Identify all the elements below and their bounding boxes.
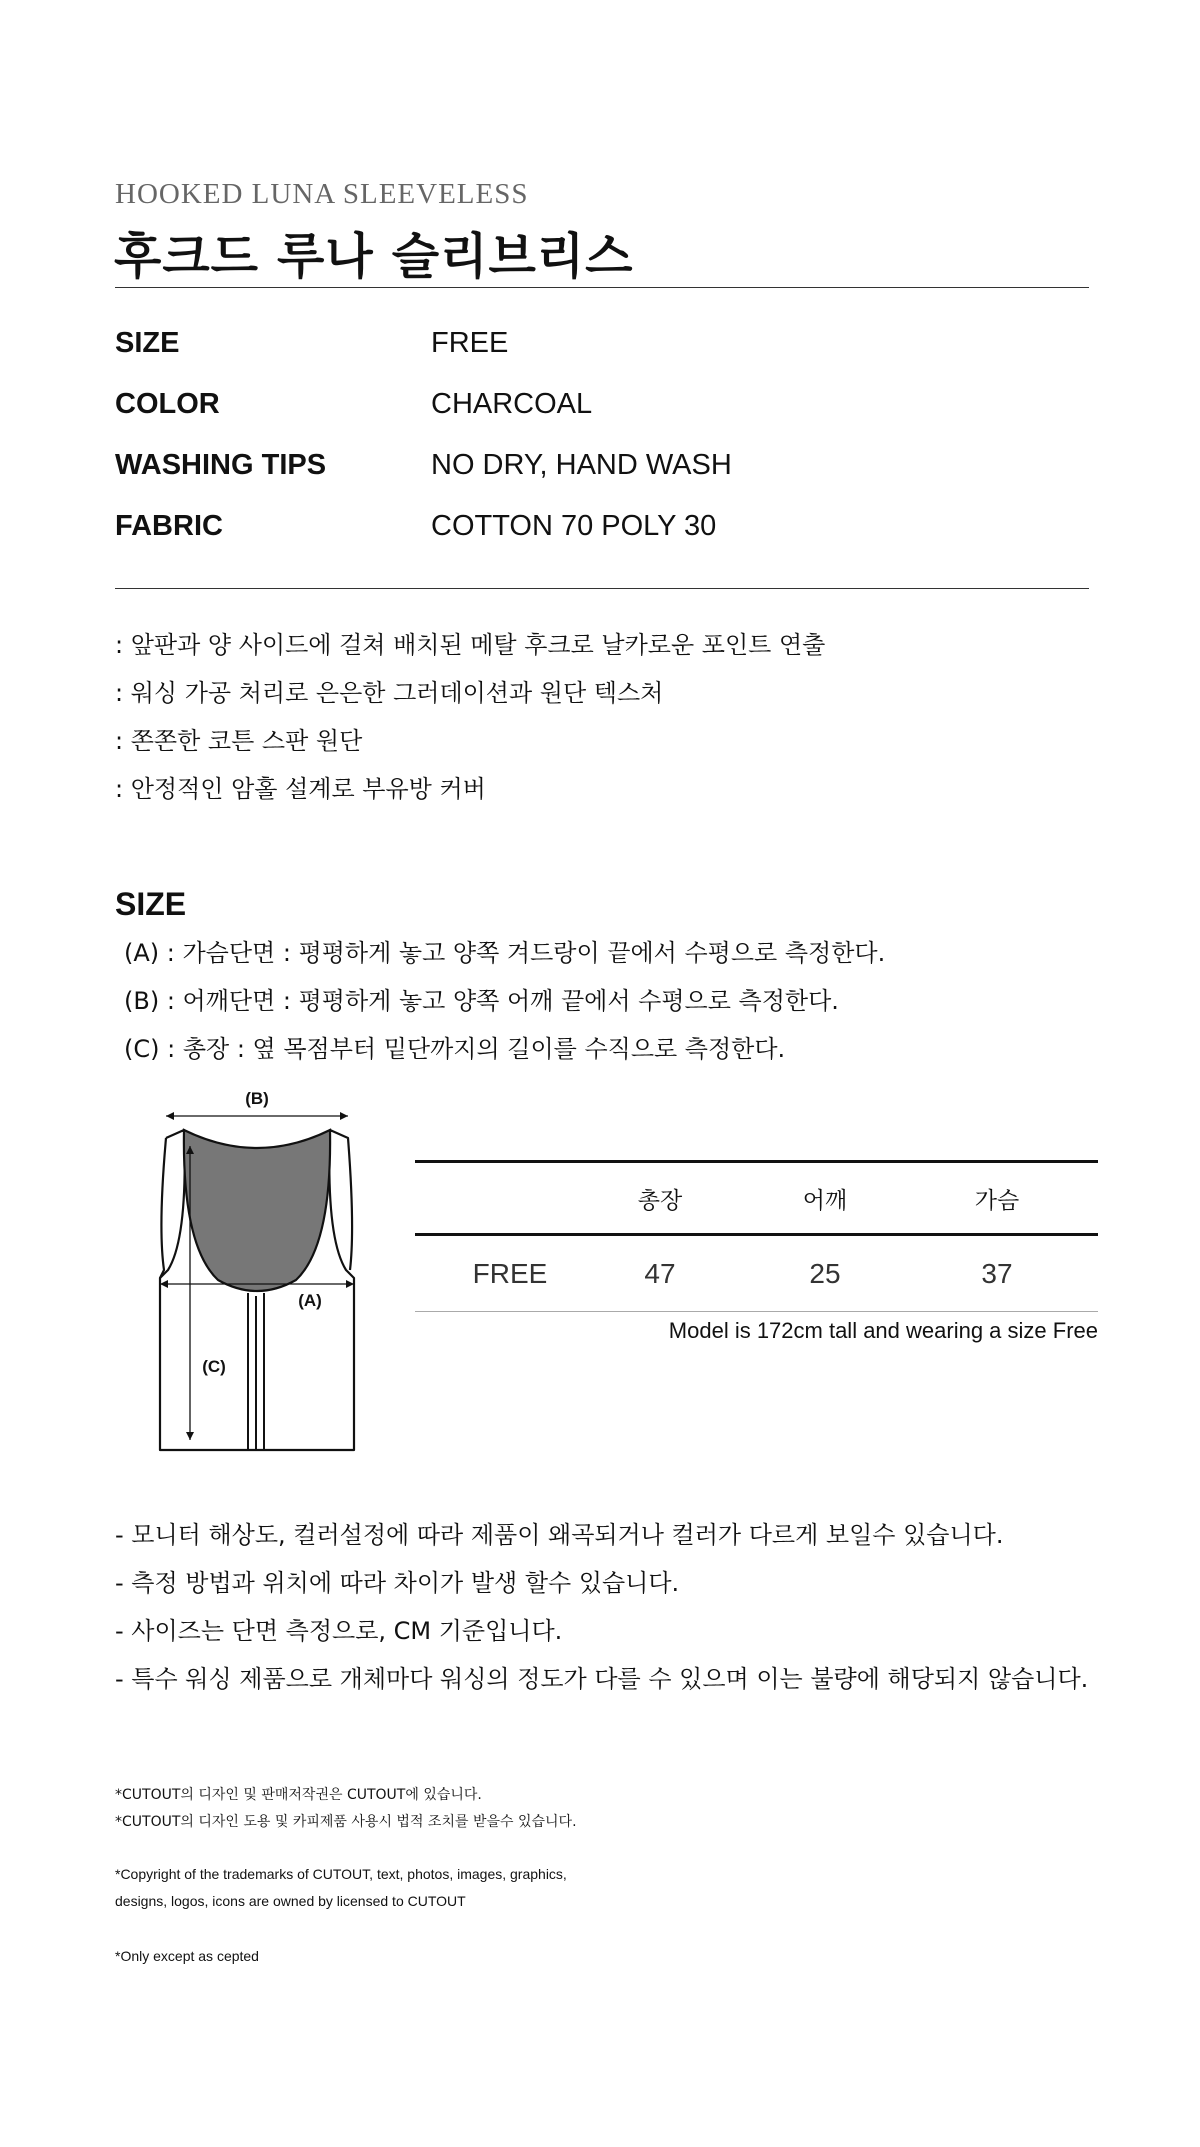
spec-label-washing: WASHING TIPS bbox=[115, 449, 327, 481]
notice-item: - 모니터 해상도, 컬러설정에 따라 제품이 왜곡되거나 컬러가 다르게 보일수 있습니다. bbox=[115, 1521, 1004, 1549]
feature-item: : 안정적인 암홀 설계로 부유방 커버 bbox=[115, 775, 486, 803]
garment-diagram bbox=[150, 1088, 370, 1462]
table-header-shoulder: 어깨 bbox=[802, 1188, 848, 1214]
measure-a: (A) : 가슴단면 : 평평하게 놓고 양쪽 겨드랑이 끝에서 수평으로 측정한다. bbox=[124, 939, 886, 967]
legal-ko-2: *CUTOUT의 디자인 도용 및 카피제품 사용시 법적 조치를 받을수 있습니다. bbox=[115, 1814, 577, 1830]
product-title-ko: 후크드 루나 슬리브리스 bbox=[114, 228, 634, 285]
spec-divider bbox=[115, 588, 1089, 589]
spec-value-washing: NO DRY, HAND WASH bbox=[431, 449, 732, 481]
table-cell-chest: 37 bbox=[981, 1258, 1013, 1289]
spec-label-size: SIZE bbox=[115, 327, 180, 359]
measure-c: (C) : 총장 : 옆 목점부터 밑단까지의 길이를 수직으로 측정한다. bbox=[124, 1035, 786, 1063]
table-top-rule bbox=[415, 1160, 1098, 1163]
legal-ko-1: *CUTOUT의 디자인 및 판매저작권은 CUTOUT에 있습니다. bbox=[115, 1787, 482, 1803]
diagram-label-c: (C) bbox=[202, 1357, 226, 1376]
table-cell-size: FREE bbox=[472, 1258, 548, 1289]
table-header-rule bbox=[415, 1233, 1098, 1236]
legal-en-2: designs, logos, icons are owned by licensed to CUTOUT bbox=[115, 1893, 466, 1909]
notice-item: - 측정 방법과 위치에 따라 차이가 발생 할수 있습니다. bbox=[115, 1569, 680, 1597]
table-header-chest: 가슴 bbox=[974, 1188, 1020, 1214]
table-cell-length: 47 bbox=[644, 1258, 676, 1289]
spec-label-color: COLOR bbox=[115, 388, 220, 420]
spec-value-fabric: COTTON 70 POLY 30 bbox=[431, 510, 717, 542]
table-bottom-rule bbox=[415, 1311, 1098, 1312]
spec-value-size: FREE bbox=[431, 327, 509, 359]
spec-label-fabric: FABRIC bbox=[115, 510, 223, 542]
diagram-label-b: (B) bbox=[245, 1089, 269, 1108]
product-title-en: HOOKED LUNA SLEEVELESS bbox=[115, 178, 529, 210]
legal-en-1: *Copyright of the trademarks of CUTOUT, text, photos, images, graphics, bbox=[115, 1866, 567, 1882]
title-divider bbox=[115, 287, 1089, 288]
table-header-length: 총장 bbox=[637, 1188, 683, 1214]
feature-item: : 앞판과 양 사이드에 걸쳐 배치된 메탈 후크로 날카로운 포인트 연출 bbox=[115, 631, 826, 659]
garment-front-panel bbox=[184, 1130, 330, 1291]
model-note: Model is 172cm tall and wearing a size Free bbox=[668, 1318, 1098, 1343]
notice-item: - 특수 워싱 제품으로 개체마다 워싱의 정도가 다를 수 있으며 이는 불량에 해당되지 않습니다. bbox=[115, 1665, 1089, 1693]
spec-value-color: CHARCOAL bbox=[431, 388, 593, 420]
notice-item: - 사이즈는 단면 측정으로, CM 기준입니다. bbox=[115, 1617, 563, 1645]
feature-item: : 쫀쫀한 코튼 스판 원단 bbox=[115, 727, 363, 755]
size-heading: SIZE bbox=[115, 886, 187, 922]
diagram-label-a: (A) bbox=[298, 1291, 322, 1310]
table-cell-shoulder: 25 bbox=[809, 1258, 841, 1289]
feature-item: : 워싱 가공 처리로 은은한 그러데이션과 원단 텍스처 bbox=[115, 679, 664, 707]
legal-en-3: *Only except as cepted bbox=[115, 1948, 259, 1964]
measure-b: (B) : 어깨단면 : 평평하게 놓고 양쪽 어깨 끝에서 수평으로 측정한다. bbox=[124, 987, 839, 1015]
